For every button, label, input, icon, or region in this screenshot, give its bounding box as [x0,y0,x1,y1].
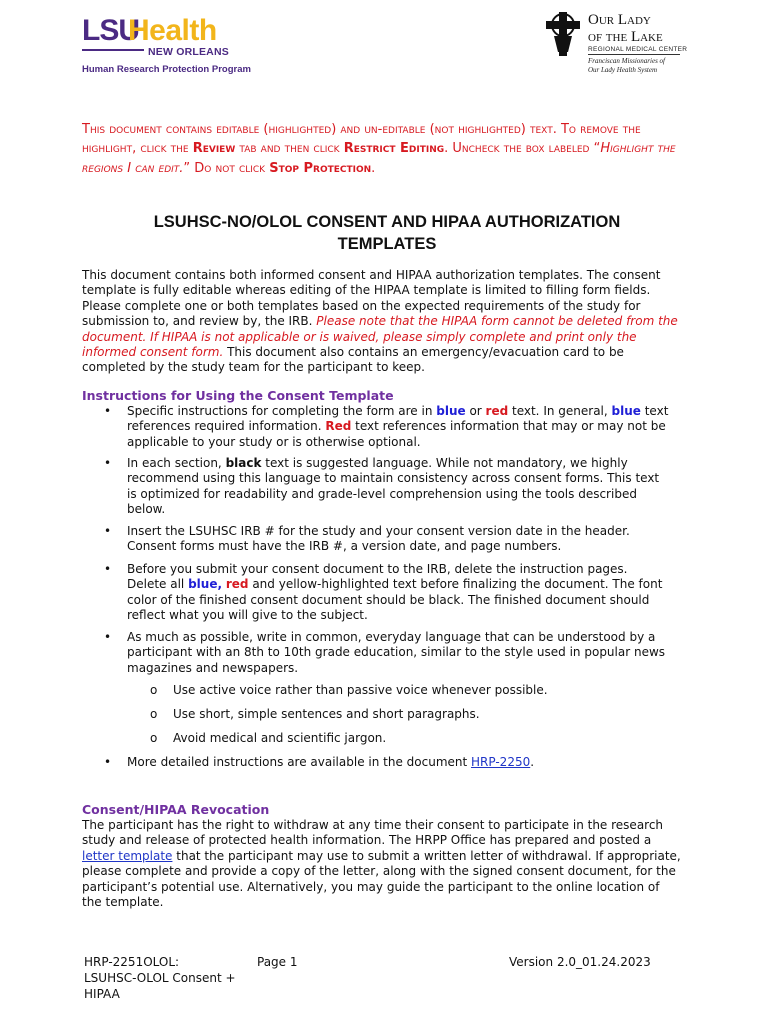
olol-divider [588,54,680,55]
olol-line1: Our Lady [588,12,651,28]
lsu-logo-text: LSU [82,14,139,47]
olol-franciscan [588,57,665,74]
olol-subtitle: REGIONAL MEDICAL CENTER [588,46,688,53]
health-logo-text: Health [128,14,217,47]
instructions-heading: Instructions for Using the Consent Template [82,388,394,403]
list-item: • Before you submit your consent document to the IRB, delete the instruction pages. Delete all blue, red and yellow-highlighted text before finalizing the document. The font color of the finished consent document should be black. The finished document should reflect what you will give to the subject. [104,562,663,622]
hipaa-note: Please note that the HIPAA form cannot be deleted from the document. If HIPAA is not applicable or is waived, please simply complete and print only the informed consent form. [82,314,678,360]
logo-divider [82,49,144,51]
list-item: • Insert the LSUHSC IRB # for the study and your consent version date in the header. Consent forms must have the IRB #, a version date, and page numbers. [104,524,630,554]
intro-paragraph: This document contains both informed consent and HIPAA authorization templates. The consent template is fully editable whereas editing of the HIPAA template is limited to filling form fields. Please complete one or both templates based on the expected requirements of the study for submission to, and review by, the IRB. Please note that the HIPAA form cannot be deleted from the document. If HIPAA is not applicable or is waived, please simply complete and print only the informed consent form. This document also contains an emergency/evacuation card to be completed by the study team for the participant to keep. [82,268,678,375]
list-item: • In each section, black text is suggested language. While not mandatory, we highly recommend using this language to maintain consistency across consent forms. This text is optimized for readability and grade-level comprehension using the tools described below. [104,456,660,516]
bullet-glyph: • [104,404,112,418]
stop-protection-label: Stop Protection [269,160,372,176]
bullet-glyph: • [104,630,112,644]
restrict-editing-label: Restrict Editing [343,141,445,157]
list-item: • More detailed instructions are available in the document HRP-2250. [104,755,535,769]
revocation-paragraph: The participant has the right to withdraw at any time their consent to participate in the research study and release of protected health information. The HRPP Office has prepared and posted a letter template that the participant may use to submit a written letter of withdrawal. If appropriate, please complete and provide a copy of the letter, along with the signed consent document, for the participant’s potential use. Alternatively, you may guide the participant to the online location of the template. [82,818,681,910]
olol-name [588,12,663,46]
editing-notice: This document contains editable (highlighted) and un-editable (not highlighted) text. To remove the highlight, click the Review tab and then click Restrict Editing. Uncheck the box labeled “Highlight the regions I can edit.” Do not click Stop Protection. [82,122,676,176]
sub-list-item: o Use short, simple sentences and short paragraphs. [150,707,480,721]
footer-doc-id: HRP-2251OLOL: LSUHSC-OLOL Consent + HIPAA [84,955,236,1001]
hrpp-text: Human Research Protection Program [82,64,251,75]
bullet-glyph: • [104,562,112,576]
footer-version: Version 2.0_01.24.2023 [509,955,651,969]
list-item: • As much as possible, write in common, everyday language that can be understood by a participant with an 8th to 10th grade education, similar to the style used in popular news magazines and newspapers. [104,630,666,675]
review-tab-label: Review [192,141,236,157]
footer-page-number: Page 1 [257,955,298,969]
bullet-glyph: • [104,755,112,769]
bullet-glyph: • [104,456,112,470]
list-item: • Specific instructions for completing the form are in blue or red text. In general, blue text references required information. Red text references information that may or may not be applicable to your study or is otherwise optional. [104,404,669,449]
new-orleans-text: NEW ORLEANS [148,46,229,58]
olol-line2: of the Lake [588,29,663,45]
olol-logo [542,10,688,78]
page-title: LSUHSC-NO/OLOL CONSENT AND HIPAA AUTHORIZATION TEMPLATES [153,213,621,253]
sub-list-item: o Avoid medical and scientific jargon. [150,731,387,745]
hrp-2250-link[interactable]: HRP-2250 [471,755,531,769]
lsu-health-logo [82,14,251,78]
highlight-regions-label: Highlight the regions I can edit. [82,141,676,176]
cross-icon [542,12,584,56]
revocation-heading: Consent/HIPAA Revocation [82,802,270,817]
bullet-glyph: • [104,524,112,538]
olol-fran-line2: Our Lady Health System [588,65,658,74]
letter-template-link[interactable]: letter template [82,848,173,863]
sub-list-item: o Use active voice rather than passive voice whenever possible. [150,683,548,697]
olol-fran-line1: Franciscan Missionaries of [588,57,665,65]
